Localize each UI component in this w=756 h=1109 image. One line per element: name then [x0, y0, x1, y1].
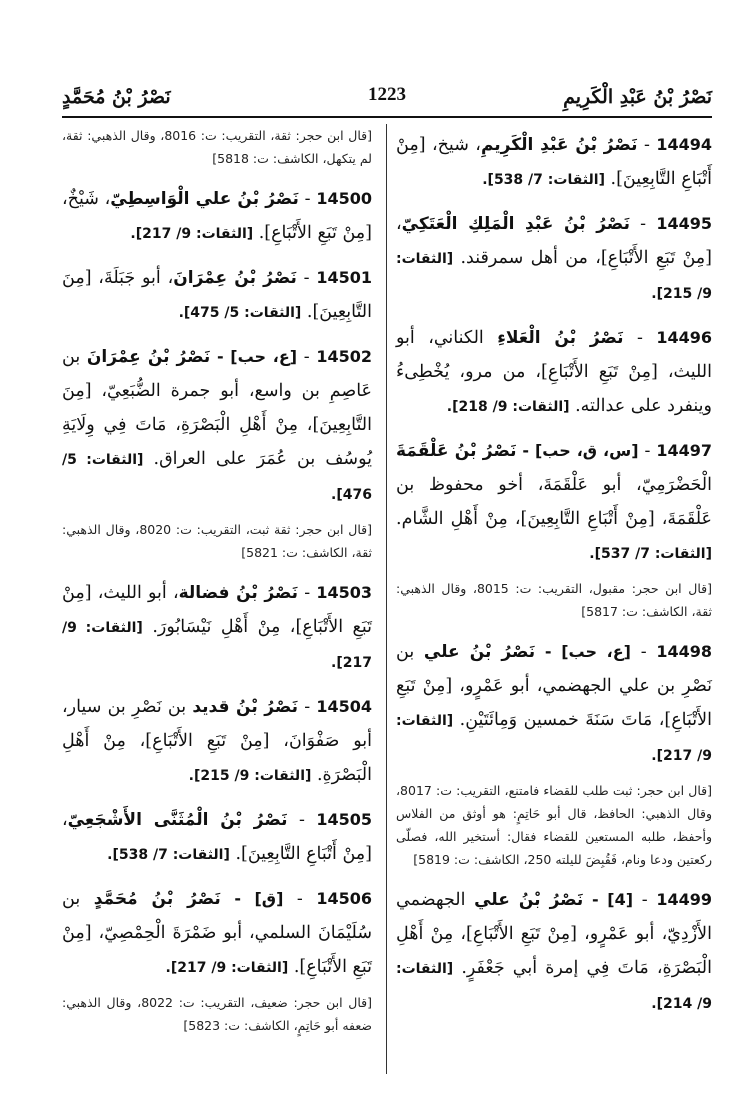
column-divider [386, 124, 387, 1074]
entry: 14505 - نَصْرُ بْنُ الْمُثَنَّى الأَشْجَعِيّ، [مِنْ أَتْبَاعِ التَّابِعِينَ]. [الثقات: 7/ 538]. [62, 810, 372, 864]
entry-body: بن عَاصِمِ بن واسع، أبو جمرة الضُّبَعِيّ، [مِنَ التَّابِعِينَ]، مِنْ أَهْلِ الْبَصْرَةِ، مَاتَ فِي وِلَايَةِ يُوسُف بن عُمَرَ على العراق. [62, 347, 373, 469]
entry-name: نَصْرُ بْنُ عِمْرَانَ [173, 268, 297, 288]
entry-body: ، أبو جَبَلَةَ، [مِنَ التَّابِعِينَ]. [62, 268, 372, 322]
entry: 14496 - نَصْرُ بْنُ الْعَلاءِ الكناني، أبو الليث، [مِنْ تَبَعِ الأَتْبَاعِ]، من مرو، يُخْطِىءُ وينفرد على عدالته. [الثقات: 9/ 218]. [396, 328, 712, 416]
entry-body: بن نَصْرِ بن سيار، أبو صَفْوَانَ، [مِنْ تَبَعِ الأَتْبَاعِ]، مِنْ أَهْلِ الْبَصْرَةِ. [62, 697, 372, 785]
page-header [62, 82, 712, 116]
entry-body: بن سُلَيْمَانَ السلمي، أبو ضَمْرَةَ الْحِمْصِيّ، [مِنْ تَبَعِ الأَتْبَاعِ]. [62, 889, 372, 977]
entry-body: ، أبو الليث، [مِنْ تَبَعِ الأَتْبَاعِ]، مِنْ أَهْلِ نَيْسَابُورَ. [62, 583, 372, 637]
entry-prefix: [4] - [583, 890, 634, 909]
entry-number: 14495 [656, 214, 712, 233]
footnote: [قال ابن حجر: ثقة، التقريب: ت: 8016، وقال الذهبي: ثقة، لم يتكهل، الكاشف: ت: 5818] [62, 128, 372, 166]
page-number: 1223 [368, 84, 406, 105]
entry-name: نَصْرُ بْنُ عِمْرَانَ [86, 347, 211, 367]
entry-name: نَصْرُ بْنُ الْمُثَنَّى الأَشْجَعِيّ [67, 810, 288, 830]
footnote: [قال ابن حجر: ضعيف، التقريب: ت: 8022، وقال الذهبي: ضعفه أبو حَاتِمٍ، الكاشف: ت: 5823] [62, 995, 372, 1033]
entry: 14494 - نَصْرُ بْنُ عَبْدِ الْكَرِيمِ، شيخ، [مِنْ أَتْبَاعِ التَّابِعِينَ]. [الثقات: 7/ 538]. [396, 135, 712, 189]
entry-reference: [الثقات: 7/ 537]. [589, 546, 712, 562]
entry-name: نَصْرُ بْنُ مُحَمَّدٍ [93, 889, 221, 909]
entry-body: الْحَضْرَمِيّ، أبو عَلْقَمَةَ، أخو محفوظ بن عَلْقَمَةَ، [مِنْ أَتْبَاعِ التَّابِعِينَ]، مِنْ أَهْلِ الشَّام. [396, 475, 712, 529]
entry-body: ، شيخ، [مِنْ أَتْبَاعِ التَّابِعِينَ]. [396, 135, 712, 189]
entry-body: الكناني، أبو الليث، [مِنْ تَبَعِ الأَتْبَاعِ]، من مرو، يُخْطِىءُ وينفرد على عدالته. [396, 328, 712, 416]
header-rule [62, 116, 712, 118]
entry-reference: [الثقات: 5/ 475]. [178, 305, 302, 321]
entry-reference: [الثقات: 9/ 214]. [396, 961, 712, 1012]
entry-number: 14498 [656, 642, 712, 661]
entry: 14506 - [ق] - نَصْرُ بْنُ مُحَمَّدٍ بن سُلَيْمَانَ السلمي، أبو ضَمْرَةَ الْحِمْصِيّ، [مِنْ تَبَعِ الأَتْبَاعِ]. [الثقات: 9/ 217]. [62, 889, 372, 977]
entry: 14499 - [4] - نَصْرُ بْنُ علي الجهضمي الأَزْدِيّ، أبو عَمْرٍو، [مِنْ تَبَعِ الأَتْبَاعِ]، مِنْ أَهْلِ الْبَصْرَةِ، مَاتَ فِي إمرة أبي جَعْفَرٍ. [الثقات: 9/ 214]. [396, 890, 713, 1012]
entry-body: ، [مِنْ تَبَعِ الأَتْبَاعِ]، من أهل سمرقند. [396, 214, 712, 268]
entry: 14498 - [ع، حب] - نَصْرُ بْنُ علي بن نَصْرِ بن علي الجهضمي، أبو عَمْرٍو، [مِنْ تَبَعِ الأَتْبَاعِ]، مَاتَ سَنَةَ خمسين وَمِائَتَيْنِ. [الثقات: 9/ 217]. [396, 642, 712, 764]
entry-name: نَصْرُ بْنُ عَلْقَمَةَ [396, 441, 517, 461]
running-title-right: نَصْرُ بْنُ عَبْدِ الْكَرِيمِ [563, 86, 712, 108]
entry-reference: [الثقات: 9/ 215]. [188, 768, 312, 784]
entry: 14500 - نَصْرُ بْنُ علي الْوَاسِطِيّ، شَيْخٌ، [مِنْ تَبَعِ الأَتْبَاعِ]. [الثقات: 9/ 217]. [62, 189, 372, 243]
entry-reference: [الثقات: 9/ 217]. [396, 713, 712, 764]
entry: 14501 - نَصْرُ بْنُ عِمْرَانَ، أبو جَبَلَةَ، [مِنَ التَّابِعِينَ]. [الثقات: 5/ 475]. [62, 268, 373, 322]
entry-reference: [الثقات: 9/ 215]. [396, 251, 712, 302]
running-title-left: نَصْرُ بْنُ مُحَمَّدٍ [62, 86, 171, 108]
entry: 14497 - [س، ق، حب] - نَصْرُ بْنُ عَلْقَمَةَ الْحَضْرَمِيّ، أبو عَلْقَمَةَ، أخو محفوظ بن عَلْقَمَةَ، [مِنْ أَتْبَاعِ التَّابِعِينَ]، مِنْ أَهْلِ الشَّام. [الثقات: 7/ 537]. [396, 441, 712, 562]
entry-name: نَصْرُ بْنُ عَبْدِ الْكَرِيمِ [480, 135, 638, 155]
entry-number: 14504 [316, 697, 373, 716]
entry-number: 14500 [316, 189, 372, 208]
right-column [396, 128, 712, 1031]
entry-number: 14499 [656, 890, 713, 909]
entry-name: نَصْرُ بْنُ علي الْوَاسِطِيّ [110, 189, 299, 209]
entry-name: نَصْرُ بْنُ عَبْدِ الْمَلِكِ الْعَتَكِيّ [401, 214, 630, 234]
footnote: [قال ابن حجر: مقبول، التقريب: ت: 8015، وقال الذهبي: ثقة، الكاشف: ت: 5817] [396, 581, 712, 619]
entry-number: 14502 [316, 347, 372, 366]
entry-reference: [الثقات: 7/ 538]. [482, 172, 605, 188]
entry: 14495 - نَصْرُ بْنُ عَبْدِ الْمَلِكِ الْعَتَكِيّ، [مِنْ تَبَعِ الأَتْبَاعِ]، من أهل سمرقند. [الثقات: 9/ 215]. [396, 214, 712, 302]
entry-body: بن نَصْرِ بن علي الجهضمي، أبو عَمْرٍو، [مِنْ تَبَعِ الأَتْبَاعِ]، مَاتَ سَنَةَ خمسين وَمِائَتَيْنِ. [396, 642, 712, 730]
entry: 14503 - نَصْرُ بْنُ فضالة، أبو الليث، [مِنْ تَبَعِ الأَتْبَاعِ]، مِنْ أَهْلِ نَيْسَابُورَ. [الثقات: 9/ 217]. [62, 583, 373, 671]
entry-name: نَصْرُ بْنُ الْعَلاءِ [497, 328, 624, 348]
entry-body: ، شَيْخٌ، [مِنْ تَبَعِ الأَتْبَاعِ]. [62, 189, 372, 243]
entry: 14504 - نَصْرُ بْنُ قديد بن نَصْرِ بن سيار، أبو صَفْوَانَ، [مِنْ تَبَعِ الأَتْبَاعِ]، مِنْ أَهْلِ الْبَصْرَةِ. [الثقات: 9/ 215]. [62, 697, 373, 785]
entry-body: الجهضمي الأَزْدِيّ، أبو عَمْرٍو، [مِنْ تَبَعِ الأَتْبَاعِ]، مِنْ أَهْلِ الْبَصْرَةِ، مَاتَ فِي إمرة أبي جَعْفَرٍ. [396, 890, 712, 978]
entry-reference: [الثقات: 9/ 217]. [130, 226, 254, 242]
entry-number: 14503 [316, 583, 373, 602]
entry: 14502 - [ع، حب] - نَصْرُ بْنُ عِمْرَانَ بن عَاصِمِ بن واسع، أبو جمرة الضُّبَعِيّ، [مِنَ التَّابِعِينَ]، مِنْ أَهْلِ الْبَصْرَةِ، مَاتَ فِي وِلَايَةِ يُوسُف بن عُمَرَ على العراق. [الثقات: 5/ 476]. [62, 347, 373, 503]
entry-reference: [الثقات: 7/ 538]. [107, 847, 230, 863]
entry-number: 14494 [656, 135, 712, 154]
entry-name: نَصْرُ بْنُ فضالة [178, 583, 299, 603]
entry-number: 14505 [316, 810, 372, 829]
entry-prefix: [ق] - [220, 889, 284, 908]
entry-number: 14496 [656, 328, 712, 347]
left-column [62, 128, 372, 1049]
entry-body: ، [مِنْ أَتْبَاعِ التَّابِعِينَ]. [62, 810, 372, 864]
entry-number: 14497 [656, 441, 712, 460]
entry-reference: [الثقات: 9/ 217]. [165, 960, 289, 976]
entry-name: نَصْرُ بْنُ علي [423, 642, 536, 662]
entry-number: 14506 [316, 889, 372, 908]
entry-prefix: [س، ق، حب] - [516, 441, 639, 460]
entry-prefix: [ع، حب] - [535, 642, 631, 661]
entry-reference: [الثقات: 5/ 476]. [62, 452, 372, 503]
entry-reference: [الثقات: 9/ 217]. [62, 620, 372, 671]
entry-number: 14501 [316, 268, 373, 287]
entry-name: نَصْرُ بْنُ علي [474, 890, 584, 910]
entry-prefix: [ع، حب] - [210, 347, 298, 366]
footnote: [قال ابن حجر: ثبت طلب للقضاء فامتنع، التقريب: ت: 8017، وقال الذهبي: الحافظ، قال أبو حَاتِمٍ: هو أوثق من الفلاس وأحفظ، طلبه المستعين للقضاء فقال: أستخير الله، فصلّى ركعتين ودعا ونام، فَقُبِضَ لليلته 250، الكاشف: ت: 5819] [396, 783, 712, 867]
entry-name: نَصْرُ بْنُ قديد [192, 697, 298, 717]
entry-reference: [الثقات: 9/ 218]. [446, 399, 570, 415]
footnote: [قال ابن حجر: ثقة ثبت، التقريب: ت: 8020، وقال الذهبي: ثقة، الكاشف: ت: 5821] [62, 522, 372, 560]
